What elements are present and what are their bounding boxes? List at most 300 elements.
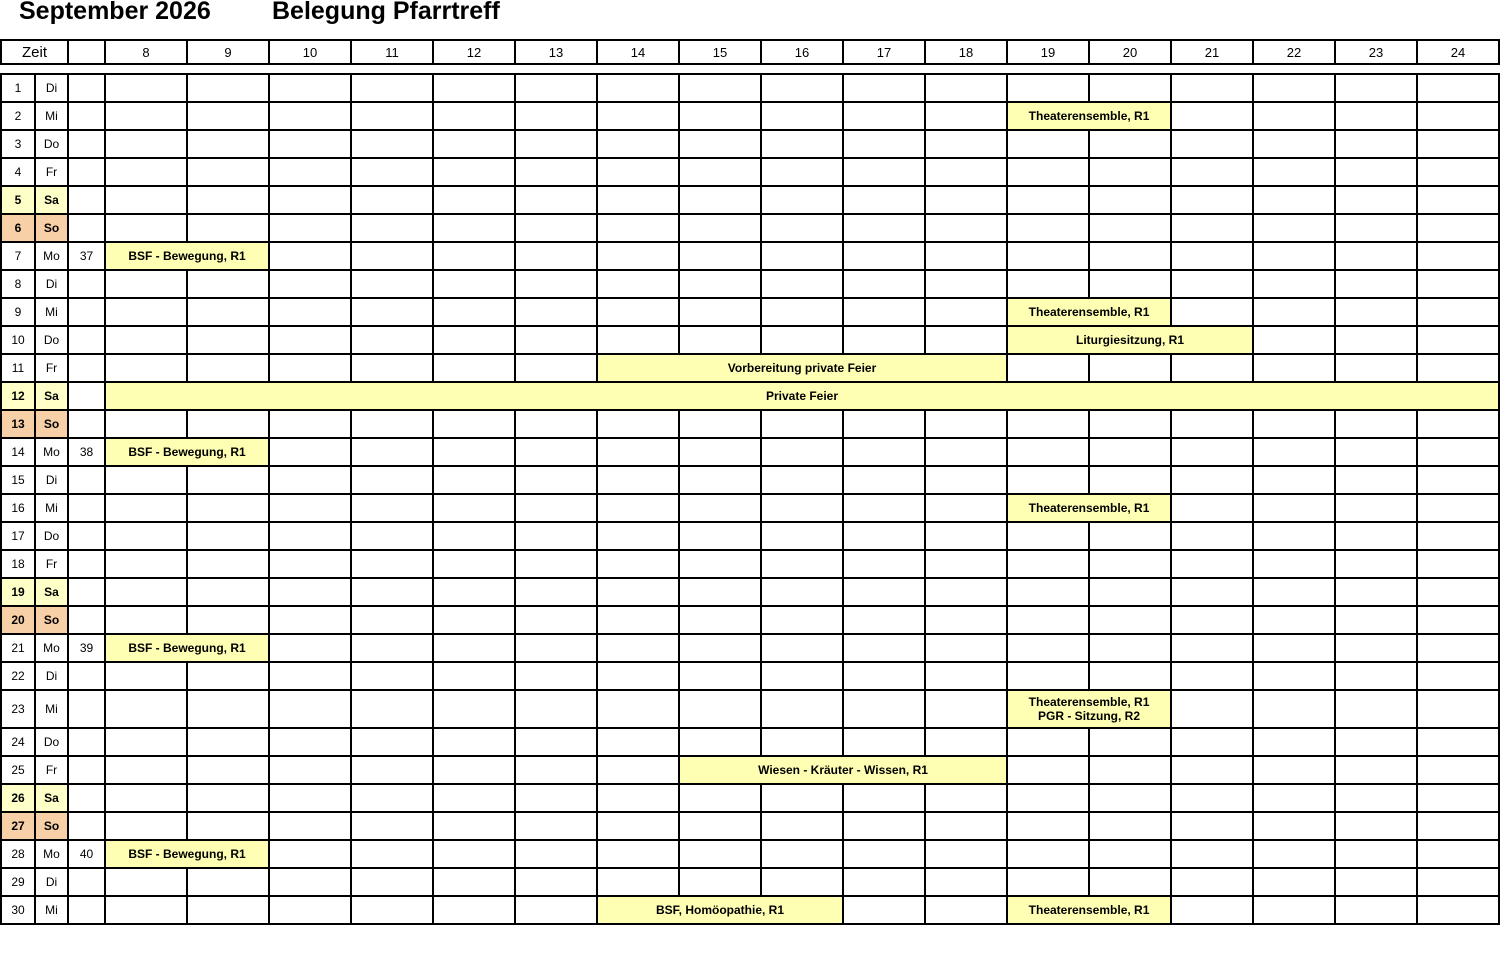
booking-label: BSF - Bewegung, R1: [128, 249, 246, 263]
booking-cell[interactable]: [105, 840, 269, 868]
hour-cell: [351, 522, 433, 550]
weekday-label: Di: [35, 466, 68, 494]
day-number: 2: [1, 102, 35, 130]
hour-cell: [269, 214, 351, 242]
hour-cell: [433, 550, 515, 578]
hour-cell: [515, 522, 597, 550]
hour-cell: [843, 74, 925, 102]
hour-cell: [351, 270, 433, 298]
hour-cell: [1417, 298, 1499, 326]
hour-cell: [351, 756, 433, 784]
day-row: [1, 812, 1499, 840]
day-number: 4: [1, 158, 35, 186]
hour-cell: [1335, 354, 1417, 382]
week-number: [68, 102, 105, 130]
week-number: 40: [68, 840, 105, 868]
booking-cell[interactable]: [1007, 102, 1171, 130]
hour-cell: [761, 102, 843, 130]
weekday-label: Di: [35, 662, 68, 690]
hour-cell: [761, 784, 843, 812]
hour-cell: [1007, 840, 1089, 868]
hour-cell: [1417, 102, 1499, 130]
hour-cell: [679, 728, 761, 756]
hour-cell: [187, 214, 269, 242]
hour-cell: [1417, 74, 1499, 102]
hour-cell: [843, 896, 925, 924]
day-row: [1, 214, 1499, 242]
booking-label: BSF - Bewegung, R1: [128, 847, 246, 861]
hour-cell: [1417, 158, 1499, 186]
booking-cell[interactable]: [1007, 326, 1253, 354]
hour-cell: [1171, 158, 1253, 186]
hour-cell: [1335, 270, 1417, 298]
day-row: [1, 522, 1499, 550]
hour-cell: [105, 690, 187, 728]
week-number: [68, 756, 105, 784]
hour-header: 14: [597, 40, 679, 64]
hour-cell: [925, 102, 1007, 130]
hour-cell: [515, 270, 597, 298]
hour-cell: [761, 494, 843, 522]
booking-cell[interactable]: [105, 438, 269, 466]
hour-header: 11: [351, 40, 433, 64]
hour-cell: [515, 662, 597, 690]
week-number: [68, 354, 105, 382]
day-row: [1, 130, 1499, 158]
hour-cell: [597, 662, 679, 690]
hour-cell: [1171, 690, 1253, 728]
hour-cell: [351, 494, 433, 522]
hour-cell: [1417, 242, 1499, 270]
hour-cell: [1417, 606, 1499, 634]
week-number: [68, 896, 105, 924]
hour-cell: [1417, 634, 1499, 662]
hour-cell: [1253, 868, 1335, 896]
booking-cell[interactable]: [105, 634, 269, 662]
hour-cell: [515, 74, 597, 102]
weekday-label: Fr: [35, 158, 68, 186]
hour-cell: [1007, 354, 1089, 382]
hour-cell: [1089, 522, 1171, 550]
hour-cell: [1335, 494, 1417, 522]
hour-cell: [269, 634, 351, 662]
zeit-header: Zeit: [1, 40, 68, 64]
hour-cell: [679, 438, 761, 466]
hour-cell: [843, 242, 925, 270]
week-number: [68, 522, 105, 550]
hour-cell: [1417, 438, 1499, 466]
hour-cell: [187, 410, 269, 438]
hour-cell: [597, 690, 679, 728]
booking-label: Liturgiesitzung, R1: [1076, 333, 1185, 347]
hour-cell: [679, 550, 761, 578]
hour-cell: [1007, 606, 1089, 634]
hour-cell: [1007, 728, 1089, 756]
hour-cell: [843, 494, 925, 522]
hour-cell: [1171, 756, 1253, 784]
hour-cell: [679, 578, 761, 606]
hour-cell: [1335, 410, 1417, 438]
day-row: [1, 634, 1499, 662]
hour-cell: [843, 158, 925, 186]
weekday-label: Di: [35, 74, 68, 102]
weekday-label: Di: [35, 868, 68, 896]
week-number: [68, 130, 105, 158]
hour-cell: [761, 158, 843, 186]
hour-cell: [351, 102, 433, 130]
schedule-body: [1, 40, 1499, 924]
hour-cell: [679, 634, 761, 662]
weekday-label: Mo: [35, 242, 68, 270]
hour-cell: [1335, 840, 1417, 868]
hour-cell: [761, 522, 843, 550]
hour-cell: [269, 438, 351, 466]
hour-cell: [679, 784, 761, 812]
hour-cell: [515, 214, 597, 242]
hour-cell: [597, 466, 679, 494]
day-number: 12: [1, 382, 35, 410]
hour-cell: [679, 868, 761, 896]
hour-cell: [269, 466, 351, 494]
hour-cell: [925, 494, 1007, 522]
hour-cell: [187, 298, 269, 326]
hour-cell: [1335, 868, 1417, 896]
hour-cell: [1253, 102, 1335, 130]
hour-cell: [515, 868, 597, 896]
hour-cell: [515, 840, 597, 868]
hour-cell: [1253, 690, 1335, 728]
hour-cell: [925, 868, 1007, 896]
hour-cell: [843, 186, 925, 214]
day-number: 28: [1, 840, 35, 868]
hour-cell: [843, 784, 925, 812]
hour-cell: [1171, 438, 1253, 466]
hour-cell: [433, 662, 515, 690]
day-number: 10: [1, 326, 35, 354]
hour-cell: [1007, 74, 1089, 102]
hour-cell: [1089, 130, 1171, 158]
hour-cell: [351, 130, 433, 158]
hour-cell: [269, 756, 351, 784]
hour-header: 21: [1171, 40, 1253, 64]
booking-cell[interactable]: [597, 354, 1007, 382]
day-row: [1, 784, 1499, 812]
hour-cell: [1007, 270, 1089, 298]
hour-cell: [1417, 326, 1499, 354]
hour-cell: [433, 466, 515, 494]
hour-header: 18: [925, 40, 1007, 64]
weekday-label: Mi: [35, 102, 68, 130]
hour-cell: [433, 270, 515, 298]
hour-cell: [269, 840, 351, 868]
hour-cell: [1417, 186, 1499, 214]
hour-cell: [1089, 756, 1171, 784]
weekday-label: Di: [35, 270, 68, 298]
hour-cell: [761, 578, 843, 606]
hour-cell: [597, 784, 679, 812]
hour-cell: [1171, 840, 1253, 868]
day-number: 25: [1, 756, 35, 784]
hour-cell: [1171, 102, 1253, 130]
week-number: [68, 784, 105, 812]
week-number: [68, 662, 105, 690]
day-number: 29: [1, 868, 35, 896]
day-row: [1, 298, 1499, 326]
hour-cell: [843, 606, 925, 634]
hour-cell: [351, 74, 433, 102]
booking-cell[interactable]: [1007, 494, 1171, 522]
hour-cell: [1417, 784, 1499, 812]
day-number: 11: [1, 354, 35, 382]
hour-cell: [925, 466, 1007, 494]
hour-cell: [1089, 270, 1171, 298]
hour-cell: [515, 812, 597, 840]
hour-cell: [1417, 214, 1499, 242]
week-number: [68, 382, 105, 410]
booking-cell[interactable]: [105, 382, 1499, 410]
day-row: [1, 270, 1499, 298]
hour-cell: [679, 270, 761, 298]
booking-label: BSF - Bewegung, R1: [128, 445, 246, 459]
hour-cell: [843, 326, 925, 354]
hour-header: 12: [433, 40, 515, 64]
hour-cell: [597, 550, 679, 578]
week-number: [68, 550, 105, 578]
hour-cell: [433, 522, 515, 550]
hour-cell: [1171, 298, 1253, 326]
hour-cell: [1171, 522, 1253, 550]
hour-header: 17: [843, 40, 925, 64]
hour-cell: [679, 410, 761, 438]
hour-cell: [433, 578, 515, 606]
hour-cell: [187, 74, 269, 102]
hour-cell: [925, 522, 1007, 550]
hour-header: 10: [269, 40, 351, 64]
hour-cell: [269, 868, 351, 896]
hour-cell: [433, 840, 515, 868]
hour-cell: [433, 896, 515, 924]
hour-header: 13: [515, 40, 597, 64]
hour-cell: [1335, 326, 1417, 354]
hour-cell: [351, 186, 433, 214]
hour-cell: [1253, 466, 1335, 494]
hour-cell: [843, 662, 925, 690]
weekday-label: Sa: [35, 186, 68, 214]
hour-cell: [761, 438, 843, 466]
hour-cell: [1253, 840, 1335, 868]
hour-cell: [925, 728, 1007, 756]
hour-cell: [597, 812, 679, 840]
hour-cell: [269, 896, 351, 924]
hour-cell: [1253, 606, 1335, 634]
hour-cell: [351, 868, 433, 896]
hour-cell: [187, 466, 269, 494]
hour-cell: [187, 578, 269, 606]
hour-cell: [1089, 868, 1171, 896]
hour-cell: [843, 102, 925, 130]
week-number: [68, 690, 105, 728]
hour-cell: [597, 606, 679, 634]
hour-cell: [351, 578, 433, 606]
booking-cell[interactable]: [679, 756, 1007, 784]
hour-cell: [433, 326, 515, 354]
day-number: 6: [1, 214, 35, 242]
hour-cell: [925, 578, 1007, 606]
hour-cell: [515, 354, 597, 382]
hour-cell: [269, 242, 351, 270]
hour-cell: [597, 102, 679, 130]
hour-cell: [1335, 550, 1417, 578]
hour-cell: [433, 728, 515, 756]
hour-cell: [1335, 466, 1417, 494]
hour-cell: [597, 298, 679, 326]
hour-cell: [187, 522, 269, 550]
hour-cell: [1335, 214, 1417, 242]
hour-cell: [925, 784, 1007, 812]
hour-cell: [187, 550, 269, 578]
hour-cell: [187, 130, 269, 158]
hour-cell: [269, 354, 351, 382]
booking-label: Private Feier: [765, 389, 839, 403]
booking-label: BSF, Homöopathie, R1: [656, 903, 785, 917]
hour-cell: [925, 158, 1007, 186]
hour-cell: [1335, 74, 1417, 102]
booking-cell[interactable]: [105, 242, 269, 270]
day-row: [1, 466, 1499, 494]
hour-cell: [679, 690, 761, 728]
hour-cell: [1089, 186, 1171, 214]
booking-cell[interactable]: [1007, 690, 1171, 728]
week-number: [68, 868, 105, 896]
hour-cell: [1253, 756, 1335, 784]
hour-cell: [1335, 186, 1417, 214]
day-row: [1, 242, 1499, 270]
booking-label: Theaterensemble, R1: [1028, 501, 1150, 515]
hour-cell: [1089, 840, 1171, 868]
hour-cell: [1089, 74, 1171, 102]
kw-header: [68, 40, 105, 64]
hour-cell: [925, 74, 1007, 102]
day-number: 9: [1, 298, 35, 326]
weekday-label: Mi: [35, 494, 68, 522]
hour-cell: [843, 298, 925, 326]
hour-cell: [269, 186, 351, 214]
booking-cell[interactable]: [597, 896, 843, 924]
day-number: 14: [1, 438, 35, 466]
hour-cell: [1253, 242, 1335, 270]
day-row: [1, 326, 1499, 354]
hour-header: 15: [679, 40, 761, 64]
week-number: [68, 466, 105, 494]
hour-cell: [1171, 606, 1253, 634]
day-number: 27: [1, 812, 35, 840]
hour-cell: [1007, 466, 1089, 494]
hour-cell: [1089, 410, 1171, 438]
week-number: [68, 214, 105, 242]
hour-cell: [515, 606, 597, 634]
hour-cell: [187, 606, 269, 634]
hour-cell: [187, 690, 269, 728]
hour-cell: [1335, 438, 1417, 466]
hour-cell: [925, 186, 1007, 214]
hour-cell: [679, 186, 761, 214]
hour-cell: [433, 438, 515, 466]
hour-cell: [761, 840, 843, 868]
hour-cell: [1007, 158, 1089, 186]
booking-label: Theaterensemble, R1: [1028, 695, 1150, 709]
hour-cell: [679, 102, 761, 130]
hour-cell: [843, 410, 925, 438]
hour-cell: [351, 784, 433, 812]
hour-cell: [761, 270, 843, 298]
hour-cell: [351, 606, 433, 634]
booking-cell[interactable]: [1007, 896, 1171, 924]
day-number: 26: [1, 784, 35, 812]
hour-cell: [1089, 812, 1171, 840]
hour-cell: [1253, 494, 1335, 522]
hour-cell: [1417, 578, 1499, 606]
hour-cell: [843, 550, 925, 578]
hour-cell: [679, 606, 761, 634]
hour-cell: [761, 662, 843, 690]
hour-cell: [761, 410, 843, 438]
hour-cell: [187, 812, 269, 840]
hour-cell: [1171, 270, 1253, 298]
hour-cell: [843, 634, 925, 662]
day-number: 20: [1, 606, 35, 634]
hour-cell: [761, 550, 843, 578]
hour-cell: [351, 662, 433, 690]
hour-header: 22: [1253, 40, 1335, 64]
day-row: [1, 550, 1499, 578]
hour-cell: [1253, 74, 1335, 102]
hour-cell: [515, 494, 597, 522]
hour-cell: [1171, 634, 1253, 662]
hour-cell: [1171, 494, 1253, 522]
hour-cell: [433, 606, 515, 634]
hour-cell: [187, 354, 269, 382]
hour-cell: [925, 634, 1007, 662]
booking-cell[interactable]: [1007, 298, 1171, 326]
hour-cell: [1335, 662, 1417, 690]
hour-cell: [269, 690, 351, 728]
day-row: [1, 158, 1499, 186]
day-number: 30: [1, 896, 35, 924]
weekday-label: Mi: [35, 690, 68, 728]
hour-cell: [1417, 812, 1499, 840]
day-number: 18: [1, 550, 35, 578]
hour-cell: [761, 690, 843, 728]
hour-cell: [433, 756, 515, 784]
hour-cell: [1417, 728, 1499, 756]
weekday-label: Sa: [35, 578, 68, 606]
hour-cell: [1253, 298, 1335, 326]
hour-cell: [1089, 784, 1171, 812]
hour-cell: [1335, 756, 1417, 784]
hour-cell: [187, 186, 269, 214]
hour-cell: [843, 270, 925, 298]
hour-cell: [1253, 326, 1335, 354]
hour-cell: [1253, 812, 1335, 840]
hour-cell: [925, 606, 1007, 634]
hour-cell: [1007, 784, 1089, 812]
booking-label: Theaterensemble, R1: [1028, 305, 1150, 319]
hour-cell: [1417, 840, 1499, 868]
day-number: 16: [1, 494, 35, 522]
hour-cell: [1335, 634, 1417, 662]
hour-cell: [843, 728, 925, 756]
weekday-label: So: [35, 812, 68, 840]
